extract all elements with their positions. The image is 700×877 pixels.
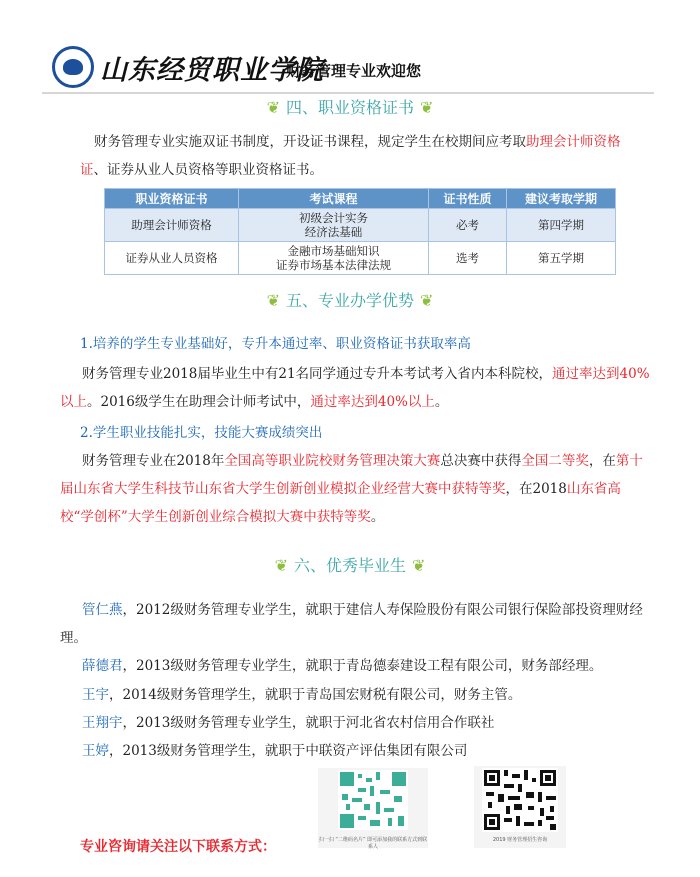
graduate-item: 王宇，2014级财务管理学生，就职于青岛国宏财税有限公司，财务主管。 bbox=[82, 687, 522, 703]
table-header: 考试课程 bbox=[239, 189, 429, 209]
school-logo bbox=[52, 46, 94, 88]
table-header: 证书性质 bbox=[429, 189, 507, 209]
leaf-ornament-icon: ❦ bbox=[412, 556, 426, 575]
qr-code-icon bbox=[474, 766, 566, 834]
header-divider bbox=[42, 92, 654, 94]
leaf-ornament-icon: ❦ bbox=[266, 291, 280, 310]
advantage-1-title: 1.培养的学生专业基础好，专升本通过率、职业资格证书获取率高 bbox=[80, 336, 471, 352]
leaf-ornament-icon: ❦ bbox=[420, 98, 434, 117]
section-title-certificates: ❦ 四、职业资格证书 ❦ bbox=[266, 98, 434, 117]
qr-caption-1: 扫一扫 “二维码名片” 即可添加我的联系方式到联系人 bbox=[318, 837, 428, 850]
advantage-2-title: 2.学生职业技能扎实，技能大赛成绩突出 bbox=[80, 425, 323, 441]
table-cell: 第五学期 bbox=[507, 242, 616, 275]
graduate-item: 王婷，2013级财务管理学生，就职于中联资产评估集团有限公司 bbox=[82, 743, 468, 759]
qr-caption-2: 2019 财务管理招生咨询 bbox=[492, 837, 548, 843]
certificates-intro: 财务管理专业实施双证书制度，开设证书课程，规定学生在校期间应考取助理会计师资格证、证券从业人员资格等职业资格证书。 bbox=[80, 134, 621, 178]
graduate-item: 管仁燕，2012级财务管理专业学生，就职于建信人寿保险股份有限公司银行保险部投资理财经理。 bbox=[60, 602, 643, 646]
table-header: 建议考取学期 bbox=[507, 189, 616, 209]
advantage-1-text: 财务管理专业2018届毕业生中有21名同学通过专升本考试考入省内本科院校，通过率达到40%以上。2016级学生在助理会计师考试中，通过率达到40%以上。 bbox=[60, 366, 650, 410]
table-cell: 初级会计实务 经济法基础 bbox=[239, 209, 429, 242]
table-cell: 证券从业人员资格 bbox=[105, 242, 239, 275]
table-row bbox=[105, 242, 616, 275]
section-title-graduates: ❦ 六、优秀毕业生 ❦ bbox=[274, 556, 426, 575]
table-cell: 必考 bbox=[429, 209, 507, 242]
table-cell: 选考 bbox=[429, 242, 507, 275]
graduate-item: 王翔宇，2013级财务管理专业学生，就职于河北省农村信用合作联社 bbox=[82, 715, 495, 731]
table-cell: 助理会计师资格 bbox=[105, 209, 239, 242]
qr-code-card-2[interactable] bbox=[474, 766, 566, 848]
leaf-ornament-icon: ❦ bbox=[266, 98, 280, 117]
table-row bbox=[105, 209, 616, 242]
qr-code-card-1[interactable] bbox=[318, 768, 428, 848]
table-header: 职业资格证书 bbox=[105, 189, 239, 209]
page-header bbox=[52, 44, 652, 94]
qr-code-icon bbox=[318, 768, 428, 834]
leaf-ornament-icon: ❦ bbox=[420, 291, 434, 310]
graduate-item: 薛德君，2013级财务管理专业学生，就职于青岛德泰建设工程有限公司，财务部经理。 bbox=[82, 658, 603, 674]
certificates-table bbox=[104, 188, 616, 275]
table-cell: 第四学期 bbox=[507, 209, 616, 242]
section-title-advantages: ❦ 五、专业办学优势 ❦ bbox=[266, 291, 434, 310]
advantage-2-text: 财务管理专业在2018年全国高等职业院校财务管理决策大赛总决赛中获得全国二等奖，在第十届山东省大学生科技节山东省大学生创新创业模拟企业经营大赛中获特等奖，在2018山东省高校“学创杯”大学生创新创业综合模拟大赛中获特等奖。 bbox=[60, 453, 643, 525]
header-subtitle: 财务管理专业欢迎您 bbox=[286, 62, 422, 80]
school-name: 山东经贸职业学院 bbox=[100, 55, 324, 86]
leaf-ornament-icon: ❦ bbox=[274, 556, 288, 575]
table-cell: 金融市场基础知识 证券市场基本法律法规 bbox=[239, 242, 429, 275]
contact-label: 专业咨询请关注以下联系方式： bbox=[80, 839, 276, 855]
